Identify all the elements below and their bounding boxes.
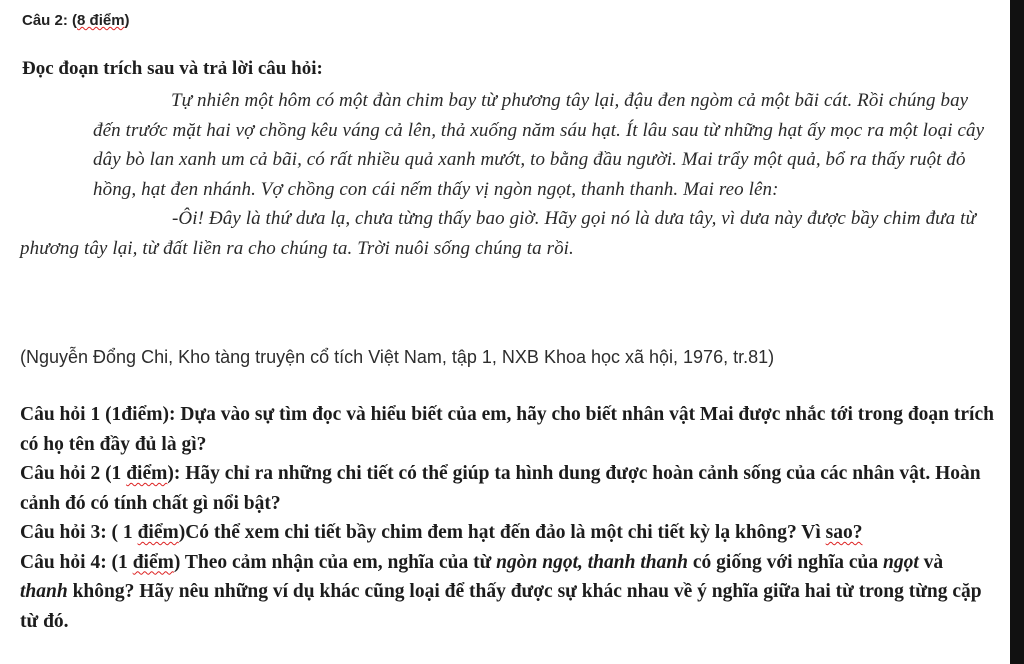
question-4-emph-2: ngọt [883, 551, 919, 573]
question-4-emph-1: ngòn ngọt, thanh thanh [496, 551, 689, 573]
question-heading [22, 12, 130, 29]
citation: (Nguyễn Đổng Chi, Kho tàng truyện cổ tích Việt Nam, tập 1, NXB Khoa học xã hội, 1976, tr.81) [20, 347, 775, 367]
question-4-label: Câu hỏi 4: (1 [20, 551, 133, 573]
window-edge [1010, 0, 1024, 664]
instruction: Đọc đoạn trích sau và trả lời câu hỏi: [22, 58, 323, 79]
excerpt-paragraph-2: -Ôi! Đây là thứ dưa lạ, chưa từng thấy bao giờ. Hãy gọi nó là dưa tây, vì dưa này được bầy chim đưa từ phương tây lại, từ đất liền ra cho chúng ta. Trời nuôi sống chúng ta rồi. [20, 208, 976, 259]
heading-close: ) [124, 12, 130, 29]
question-4-text-3: và [918, 551, 944, 573]
question-2-label: Câu hỏi 2 (1 [20, 463, 127, 484]
heading-paren: ( [72, 12, 78, 29]
question-2-text: Hãy chỉ ra những chi tiết có thể giúp ta hình dung được hoàn cảnh sống của các nhân vật. Hoàn cảnh đó có tính chất gì nổi bật? [20, 463, 981, 514]
question-2 [20, 459, 995, 518]
question-3 [20, 518, 995, 548]
question-4-emph-3: thanh [20, 581, 68, 602]
excerpt-paragraph-1: Tự nhiên một hôm có một đàn chim bay từ phương tây lại, đậu đen ngòm cả một bãi cát. Rồi chúng bay đến trước mặt hai vợ chồng kêu váng cả lên, thả xuống năm sáu hạt. Ít lâu sau từ những hạt ấy mọc ra một loại cây dây bò lan xanh um cả bãi, có rất nhiều quả xanh mướt, to bằng đầu người. Mai trẩy một quả, bổ ra thấy ruột đỏ hồng, hạt đen nhánh. Vợ chồng con cái nếm thấy vị ngòn ngọt, thanh thanh. Mai reo lên: [93, 90, 985, 200]
question-4-text-4: không? Hãy nêu những ví dụ khác cũng loại để thấy được sự khác nhau về ý nghĩa giữa hai từ trong từng cặp từ đó. [20, 581, 982, 632]
cut-off-text-line [20, 654, 980, 664]
question-3-label: Câu hỏi 3: ( 1 [20, 522, 138, 543]
question-1-label: Câu hỏi 1 (1điểm): [20, 404, 181, 425]
question-2-label-end: ): [167, 463, 186, 484]
question-3-points: điểm [137, 522, 179, 543]
question-2-points: điểm [126, 463, 168, 484]
question-1-text: Dựa vào sự tìm đọc và hiểu biết của em, hãy cho biết nhân vật Mai được nhắc tới trong đoạn trích có họ tên đầy đủ là gì? [20, 404, 994, 455]
question-3-text-end: sao? [825, 522, 863, 543]
heading-label: Câu 2: [22, 12, 73, 29]
question-4 [20, 548, 995, 637]
question-4-label-end: ) [173, 551, 185, 573]
questions-list [20, 400, 995, 636]
heading-points: 8 điểm [77, 12, 125, 29]
excerpt [20, 86, 985, 263]
question-3-text: )Có thể xem chi tiết bầy chim đem hạt đến đảo là một chi tiết kỳ lạ không? Vì [178, 522, 826, 543]
question-4-text-1: Theo cảm nhận của em, nghĩa của từ [184, 551, 497, 573]
question-4-text-2: có giống với nghĩa của [688, 551, 884, 573]
question-1 [20, 400, 995, 459]
question-4-points: điểm [132, 551, 174, 573]
